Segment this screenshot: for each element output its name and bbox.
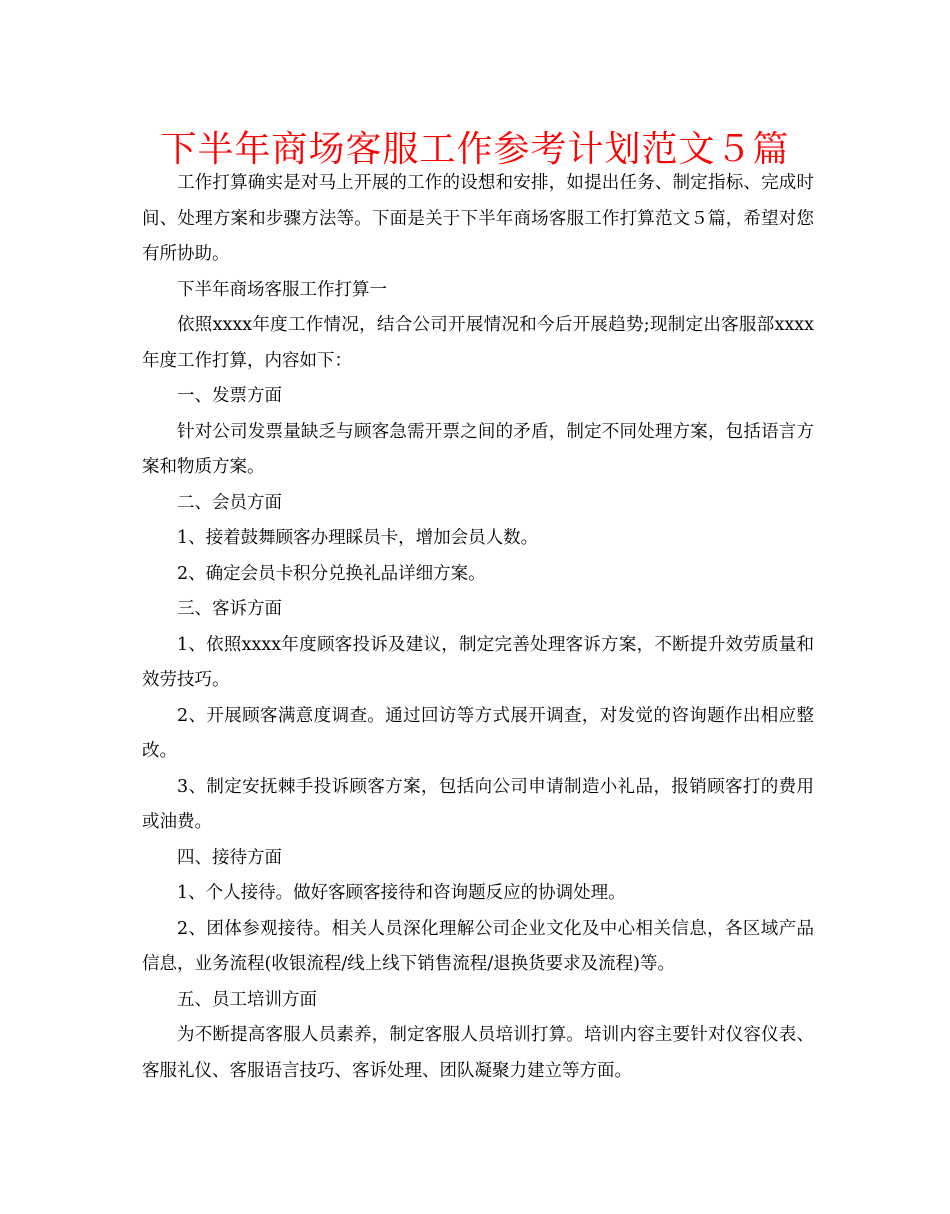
paragraph-complaints-2: 2、开展顾客满意度调查。通过回访等方式展开调查，对发觉的咨询题作出相应整改。 [142,705,814,761]
paragraph-training: 为不断提高客服人员素养，制定客服人员培训打算。培训内容主要针对仪容仪表、客服礼仪、客服语言技巧、客诉处理、团队凝聚力建立等方面。 [142,1025,814,1081]
paragraph-plan-one-heading: 下半年商场客服工作打算一 [177,279,387,300]
paragraph-invoice: 针对公司发票量缺乏与顾客急需开票之间的矛盾，制定不同处理方案，包括语言方案和物质方案。 [142,421,814,477]
paragraph-reception-2: 2、团体参观接待。相关人员深化理解公司企业文化及中心相关信息，各区域产品信息，业务流程(收银流程/线上线下销售流程/退换货要求及流程)等。 [142,918,814,974]
paragraph-intro: 工作打算确实是对马上开展的工作的设想和安排，如提出任务、制定指标、完成时间、处理方案和步骤方法等。下面是关于下半年商场客服工作打算范文５篇，希望对您有所协助。 [142,173,814,264]
paragraph-plan-one-intro: 依照xxxx年度工作情况，结合公司开展情况和今后开展趋势;现制定出客服部xxxx年度工作打算，内容如下： [142,315,814,371]
section-heading-training: 五、员工培训方面 [177,989,317,1010]
document-body [142,166,814,1089]
paragraph-reception-1: 1、个人接待。做好客顾客接待和咨询题反应的协调处理。 [177,883,626,903]
paragraph-complaints-1: 1、依照xxxx年度顾客投诉及建议，制定完善处理客诉方案，不断提升效劳质量和效劳技巧。 [142,634,814,690]
paragraph-membership-1: 1、接着鼓舞顾客办理睬员卡，增加会员人数。 [177,528,539,548]
document-title: 下半年商场客服工作参考计划范文５篇 [160,129,790,170]
section-heading-membership: 二、会员方面 [177,492,282,513]
paragraph-complaints-3: 3、制定安抚棘手投诉顾客方案，包括向公司申请制造小礼品，报销顾客打的费用或油费。 [142,776,814,832]
section-heading-complaints: 三、客诉方面 [177,599,282,619]
section-heading-invoice: 一、发票方面 [177,386,282,406]
section-heading-reception: 四、接待方面 [177,847,282,868]
paragraph-membership-2: 2、确定会员卡积分兑换礼品详细方案。 [177,563,486,584]
